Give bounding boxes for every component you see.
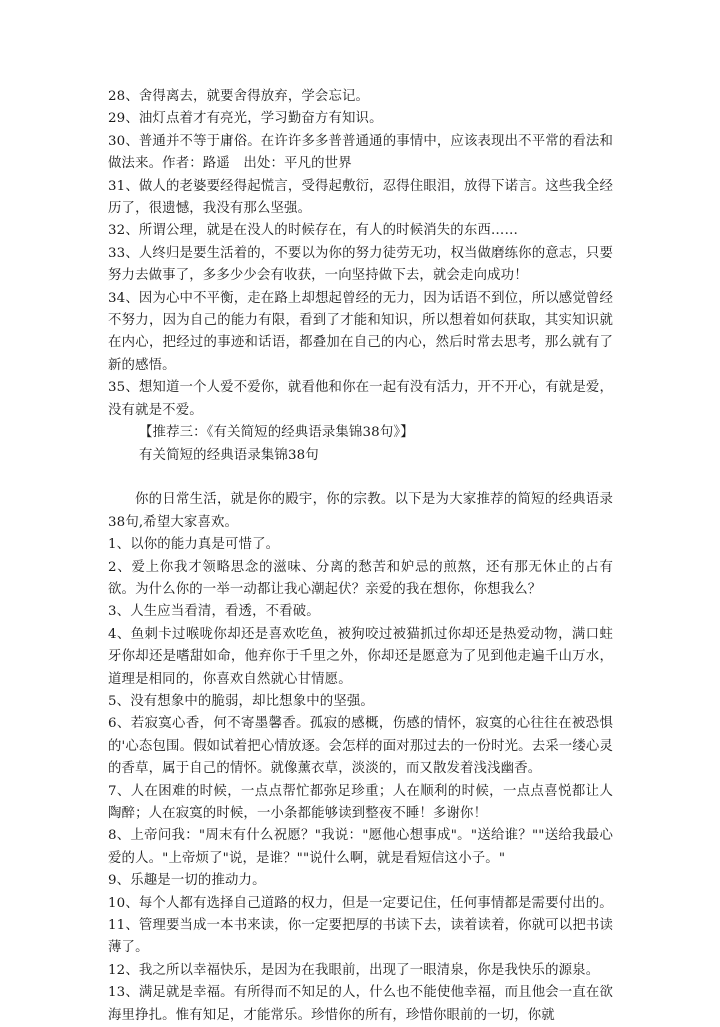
- section-subtitle: 有关简短的经典语录集锦38句: [139, 447, 319, 463]
- blank-line: [108, 467, 613, 489]
- quote-10: 10、每个人都有选择自己道路的权力，但是一定要记住，任何事情都是需要付出的。: [108, 895, 613, 911]
- quote-1: 1、以你的能力真是可惜了。: [108, 537, 280, 553]
- quote-8: 8、上帝问我："周末有什么祝愿？"我说："愿他心想事成"。"送给谁？""送给我最心爱的人。"上帝烦了"说，是谁？""说什么啊，就是看短信这小子。": [108, 828, 613, 866]
- quote-5: 5、没有想象中的脆弱，却比想象中的坚强。: [108, 693, 374, 709]
- quote-31: 31、做人的老婆要经得起慌言，受得起敷衍，忍得住眼泪，放得下诺言。这些我全经历了，很遗憾，我没有那么坚强。: [108, 178, 613, 217]
- quote-32: 32、所谓公理，就是在没人的时候存在，有人的时候消失的东西……: [108, 223, 519, 239]
- quote-9: 9、乐趣是一切的推动力。: [108, 873, 266, 889]
- quote-11: 11、管理要当成一本书来读，你一定要把厚的书读下去，读着读着，你就可以把书读薄了。: [108, 918, 613, 956]
- recommend-heading: 【推荐三：《有关简短的经典语录集锦38句》】: [139, 425, 414, 441]
- intro-paragraph: 你的日常生活，就是你的殿宇，你的宗教。以下是为大家推荐的简短的经典语录38句,希望大家喜欢。: [108, 492, 613, 530]
- quote-6: 6、若寂寞心香，何不寄墨馨香。孤寂的感概，伤感的情怀，寂寞的心往往在被恐惧的'心态包围。假如试着把心情放逐。会怎样的面对那过去的一份时光。去采一缕心灵的香草，属于自己的情怀。就像薰衣草，淡淡的，而又散发着浅浅幽香。: [108, 716, 613, 777]
- quote-12: 12、我之所以幸福快乐，是因为在我眼前，出现了一眼清泉，你是我快乐的源泉。: [108, 962, 600, 978]
- quote-29: 29、油灯点着才有亮光，学习勤奋方有知识。: [108, 111, 383, 127]
- quote-2: 2、爱上你我才领略思念的滋味、分离的愁苦和妒忌的煎熬，还有那无休止的占有欲。为什么你的一举一动都让我心潮起伏？亲爱的我在想你，你想我么？: [108, 559, 613, 597]
- quote-28: 28、舍得离去，就要舍得放弃，学会忘记。: [108, 89, 370, 104]
- quote-3: 3、人生应当看清，看透，不看破。: [108, 604, 320, 620]
- quote-7: 7、人在困难的时候，一点点帮忙都弥足珍重；人在顺利的时候，一点点喜悦都让人陶醉；人在寂寞的时候，一小条都能够读到整夜不睡！多谢你！: [108, 783, 613, 821]
- quote-35: 35、想知道一个人爱不爱你，就看他和你在一起有没有活力，开不开心，有就是爱，没有就是不爱。: [108, 380, 613, 418]
- quote-4: 4、鱼刺卡过喉咙你却还是喜欢吃鱼，被狗咬过被猫抓过你却还是热爱动物，满口蛀牙你却还是嗜甜如命，他弃你于千里之外，你却还是愿意为了见到他走遍千山万水，道理是相同的，你喜欢自然就心甘情愿。: [108, 626, 613, 687]
- document-body: [108, 86, 613, 1027]
- quote-13: 13、满足就是幸福。有所得而不知足的人，什么也不能使他幸福，而且他会一直在欲海里挣扎。惟有知足，才能常乐。珍惜你的所有，珍惜你眼前的一切，你就: [108, 985, 613, 1023]
- quote-34: 34、因为心中不平衡，走在路上却想起曾经的无力，因为话语不到位，所以感觉曾经不努力，因为自己的能力有限，看到了才能和知识，所以想着如何获取，其实知识就在内心，把经过的事迹和话语，都叠加在自己的内心，然后时常去思考，那么就有了新的感悟。: [108, 290, 613, 373]
- quote-33: 33、人终归是要生活着的，不要以为你的努力徒劳无功，权当做磨练你的意志，只要努力去做事了，多多少少会有收获，一向坚持做下去，就会走向成功！: [108, 245, 613, 284]
- quote-30: 30、普通并不等于庸俗。在许许多多普普通通的事情中，应该表现出不平常的看法和做法来。作者：路遥 出处：平凡的世界: [108, 133, 613, 172]
